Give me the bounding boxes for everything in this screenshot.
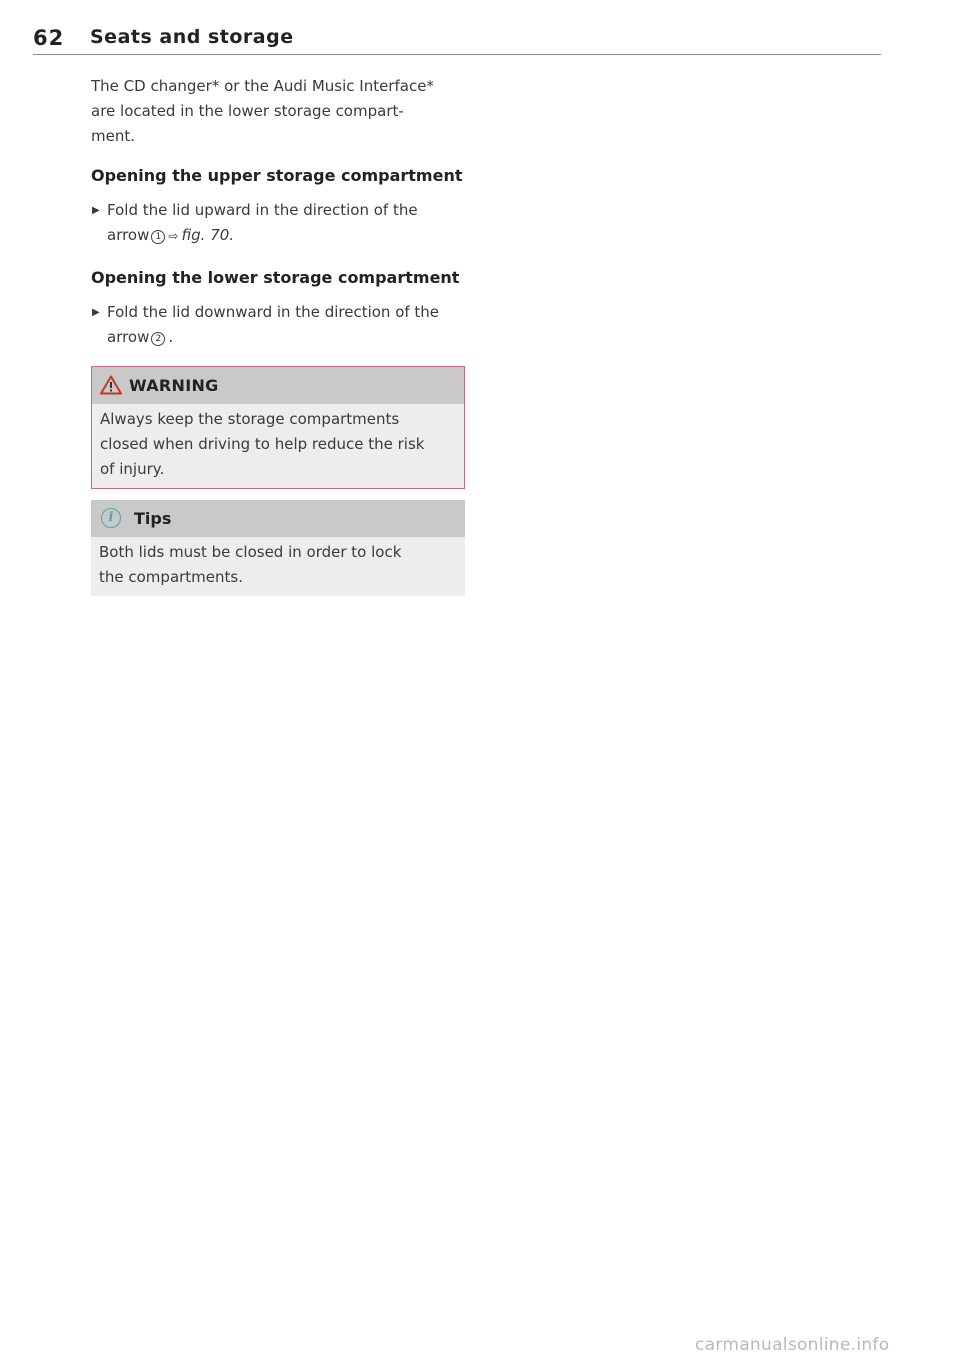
warning-text	[92, 404, 464, 488]
lower-compartment-heading: Opening the lower storage compartment	[91, 268, 460, 287]
warning-triangle-icon	[100, 375, 122, 395]
lower-step-arrow-label: arrow	[107, 328, 150, 346]
warning-line-3: of injury.	[100, 460, 165, 478]
page-number: 62	[33, 26, 65, 50]
page-header	[33, 24, 881, 55]
intro-paragraph	[91, 74, 465, 149]
lower-compartment-step	[91, 300, 465, 350]
tips-header	[91, 500, 465, 537]
intro-line-2: are located in the lower storage compart-	[91, 102, 404, 120]
upper-step-line-1: Fold the lid upward in the direction of the	[107, 201, 418, 219]
warning-line-2: closed when driving to help reduce the risk	[100, 435, 425, 453]
warning-title: WARNING	[129, 376, 219, 395]
tips-line-1: Both lids must be closed in order to lock	[99, 543, 402, 561]
warning-box	[91, 366, 465, 489]
upper-compartment-heading: Opening the upper storage compartment	[91, 166, 463, 185]
section-title: Seats and storage	[90, 26, 294, 48]
callout-2: 2	[151, 332, 165, 346]
intro-line-3: ment.	[91, 127, 135, 145]
tips-box	[91, 500, 465, 596]
intro-line-1: The CD changer* or the Audi Music Interface*	[91, 77, 434, 95]
main-column	[91, 74, 465, 596]
triangle-right-icon: ▶	[92, 307, 100, 318]
upper-step-arrow-label: arrow	[107, 226, 150, 244]
lower-step-line-1: Fold the lid downward in the direction of the	[107, 303, 440, 321]
tips-text	[91, 537, 465, 596]
info-circle-icon: i	[101, 508, 121, 528]
warning-header	[92, 367, 464, 404]
callout-1: 1	[151, 230, 165, 244]
tips-title: Tips	[134, 509, 172, 528]
lower-step-suffix: .	[168, 328, 174, 346]
triangle-right-icon: ▶	[92, 205, 100, 216]
watermark: carmanualsonline.info	[695, 1335, 890, 1355]
tips-line-2: the compartments.	[99, 568, 243, 586]
warning-line-1: Always keep the storage compartments	[100, 410, 400, 428]
xref-arrow-icon: ⇨	[168, 229, 179, 243]
upper-compartment-step	[91, 198, 465, 249]
figure-reference-link[interactable]: fig. 70.	[181, 226, 235, 244]
